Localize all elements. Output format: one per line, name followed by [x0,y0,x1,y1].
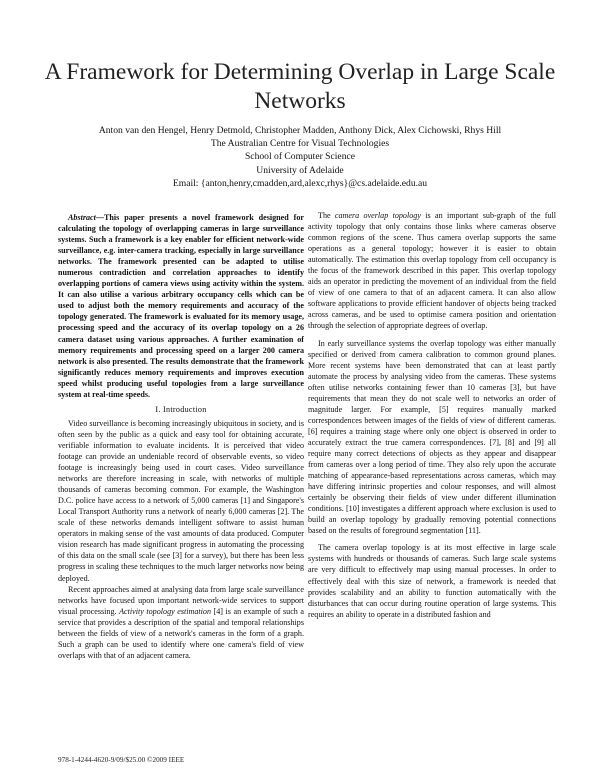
abstract-label: Abstract [68,213,96,222]
author-email: Email: {anton,henry,cmadden,ard,alexc,rhys}@cs.adelaide.edu.au [172,177,428,189]
intro-paragraph-1: Video surveillance is becoming increasingly ubiquitous in society, and is often seen by the public as a quick and easy tool for obtaining accurate, verifiable information to evaluate incidents. It is perceived that video footage can provide an undeniable record of observable events, so video footage is increasingly being used in court cases. Video surveillance networks are therefore increasing in scale, with networks of multiple thousands of cameras becoming common. For example, the Washington D.C. police have access to a network of 5,000 cameras [1] and Singapore's Local Transport Authority runs a network of nearly 6,000 cameras [2]. The scale of these networks demands intelligent software to assist human operators in making sense of the vast amounts of data produced. Computer vision research has made significant progress in automating the processing of this data on the small scale (see [3] for a survey), but there has been less progress in scaling these techniques to the much larger networks now being deployed. [58,418,304,583]
abstract-text: —This paper presents a novel framework designed for calculating the topology of overlapping cameras in large surveillance systems. Such a framework is a key enabler for efficient network-wide surveillance, e.g. inter-camera tracking, especially in large surveillance networks. The framework presented can be adapted to utilise numerous contradiction and correlation approaches to identify overlapping portions of camera views using activity within the system. It can also utilise a various arbitrary occupancy cells which can be used to adjust both the memory requirements and accuracy of the topology generated. The framework is evaluated for its memory usage, processing speed and the accuracy of its overlap topology on a 26 camera dataset using various approaches. A further examination of memory requirements and processing speed on a larger 200 camera network is also presented. The results demonstrate that the framework significantly reduces memory requirements and improves execution speed whilst producing useful topologies from a large surveillance system at real-time speeds. [58,213,304,399]
affiliation-school: School of Computer Science [244,151,356,163]
right-paragraph-3: The camera overlap topology is at its most effective in large scale systems with hundreds or thousands of cameras. Such large scale systems are very difficult to effectively map using manual processes. In order to effectively deal with this size of network, a framework is needed that provides scalability and an ability to function automatically with the disturbances that can occur during routine operation of large systems. This requires an ability to operate in a distributed fashion and [308,543,556,619]
right-paragraph-1 [308,210,556,332]
author-list: Anton van den Hengel, Henry Detmold, Christopher Madden, Anthony Dick, Alex Cichowski, Rhys Hill [98,125,502,136]
paper-title: A Framework for Determining Overlap in Large Scale Networks [44,59,556,114]
right-paragraph-1-emphasis: camera overlap topology [334,211,421,220]
affiliation-centre: The Australian Centre for Visual Technologies [210,138,390,150]
intro-paragraph-2 [58,584,304,661]
intro-paragraph-2-start: Recent approaches aimed at analysing data from large scale surveillance networks have focused upon important network-wide services to support visual processing. [58,584,304,616]
right-paragraph-1-start: The [318,211,335,220]
intro-paragraph-2-emphasis: Activity topology estimation [119,606,211,616]
right-column [308,210,556,620]
abstract [58,212,304,400]
right-paragraph-1-end: is an important sub-graph of the full activity topology that only contains those links where cameras observe common regions of the scene. Thus camera overlap supports the same operations as a general topology; however it is easier to obtain automatically. The estimation this overlap topology from cell occupancy is the focus of the framework described in this paper. This overlap topology aids an operator in predicting the movement of an individual from the field of view of one camera to that of an adjacent camera. It can also allow software applications to provide efficient handover of objects being tracked across cameras, and be used to optimise camera position and orientation through the selection of appropriate degrees of overlap. [308,211,556,331]
section-heading-introduction: I. Introduction [155,404,207,414]
affiliation-university: University of Adelaide [256,164,344,176]
author-block [30,124,570,190]
copyright-footer: 978-1-4244-4620-9/09/$25.00 ©2009 IEEE [58,756,185,764]
left-column [58,212,304,661]
right-paragraph-2: In early surveillance systems the overlap topology was either manually specified or derived from camera calibration to common ground planes. More recent systems have been demonstrated that can at least partly automate the process by analysing video from the cameras. These systems often utilise networks containing fewer than 10 cameras [3], but have requirements that mean they do not scale well to networks an order of magnitude larger. For example, [5] requires manually marked correspondences between images of the fields of view of different cameras. [6] requires a training stage where only one object is observed in order to accurately extract the true camera correspondences. [7], [8] and [9] all require many correct detections of objects as they appear and disappear from cameras over a long period of time. They also rely upon the accurate matching of appearance-based representations across cameras, which may have differing intrinsic properties and colour responses, and will almost certainly be observing their fields of view under different illumination conditions. [10] investigates a different approach where exclusion is used to build an overlap topology by gradually removing potential connections based on the results of foreground segmentation [11]. [308,338,556,536]
intro-paragraph-2-end: [4] is an example of such a service that provides a description of the spatial and temporal relationships between the fields of view of a network's cameras in the form of a graph. Such a graph can be used to identify where one camera's field of view overlaps with that of an adjacent camera. [58,606,304,660]
